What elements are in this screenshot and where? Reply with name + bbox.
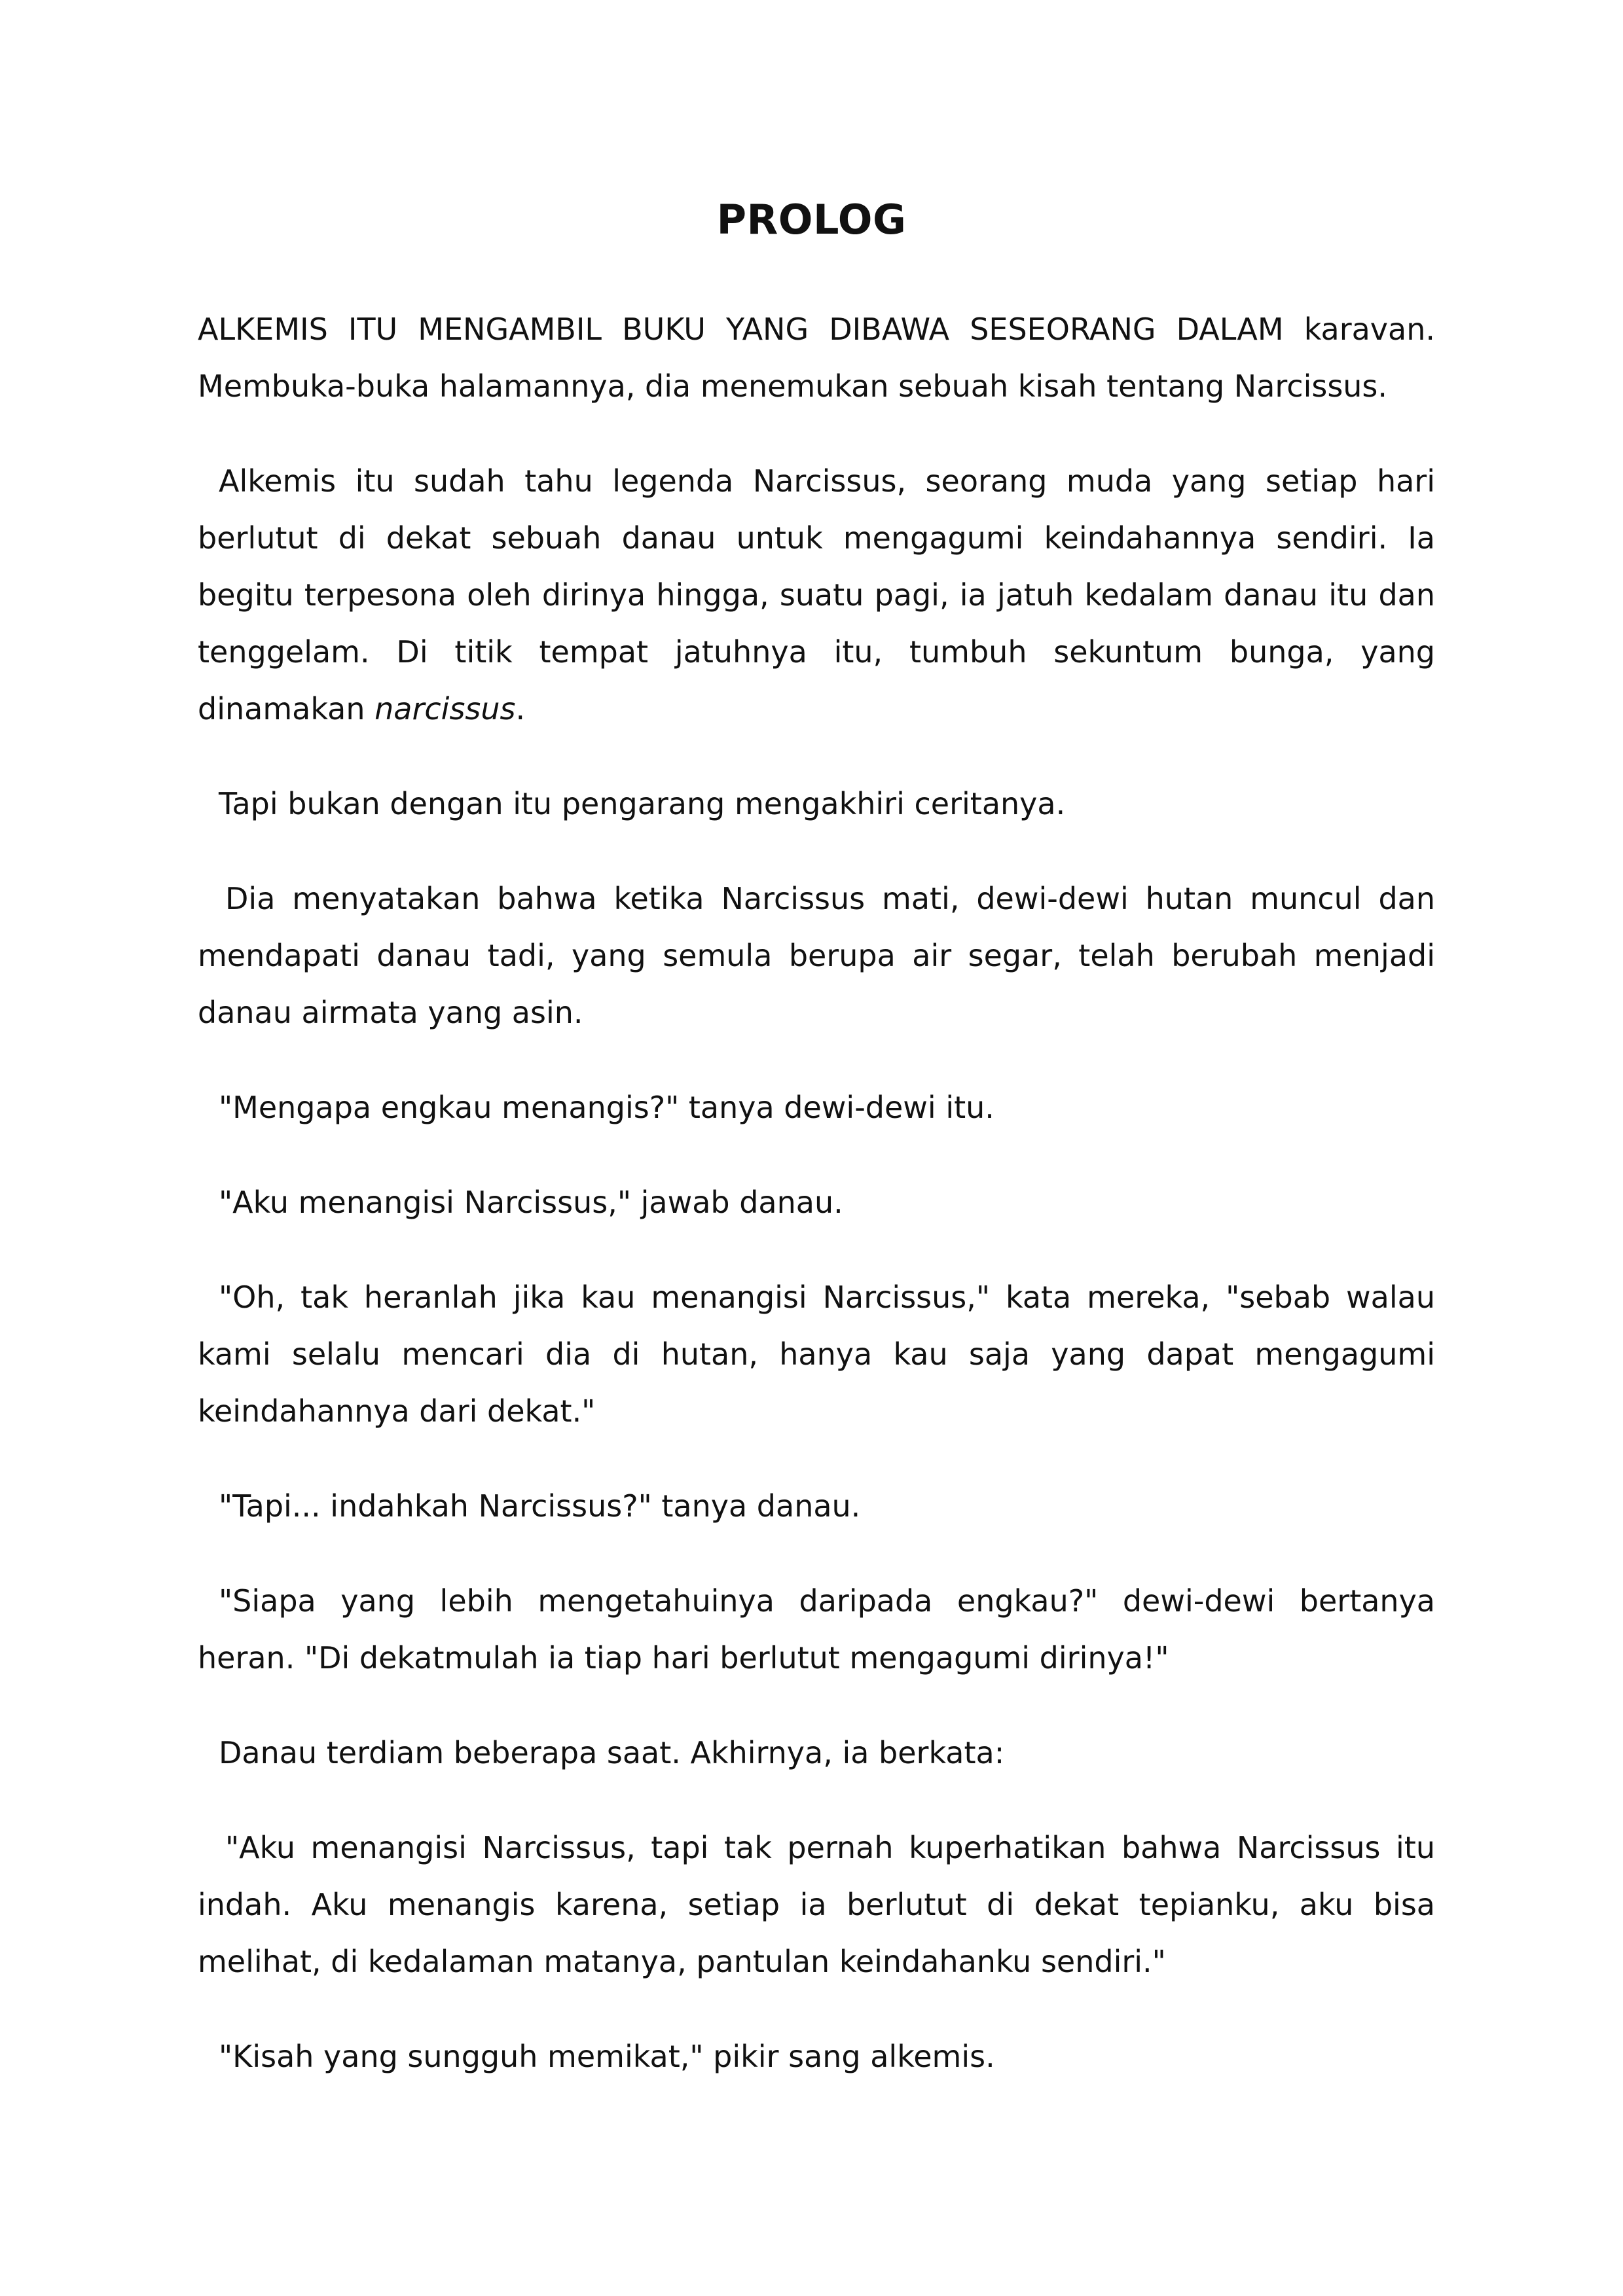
paragraph-2-end: . [515, 691, 526, 726]
paragraph-2 [198, 453, 1435, 738]
paragraph-7: "Oh, tak heranlah jika kau menangisi Narcissus," kata mereka, "sebab walau kami selalu mencari dia di hutan, hanya kau saja yang dapat mengagumi keindahannya dari dekat." [198, 1280, 1435, 1429]
paragraph-8: "Tapi... indahkah Narcissus?" tanya danau. [219, 1488, 861, 1524]
paragraph-9: "Siapa yang lebih mengetahuinya daripada engkau?" dewi-dewi bertanya heran. "Di dekatmulah ia tiap hari berlutut mengagumi dirinya!" [198, 1583, 1435, 1676]
page-title: PROLOG [716, 196, 907, 243]
paragraph-4: Dia menyatakan bahwa ketika Narcissus mati, dewi-dewi hutan muncul dan mendapati danau tadi, yang semula berupa air segar, telah berubah menjadi danau airmata yang asin. [198, 881, 1435, 1030]
paragraph-2-text: Alkemis itu sudah tahu legenda Narcissus, seorang muda yang setiap hari berlutut di dekat sebuah danau untuk mengagumi keindahannya sendiri. Ia begitu terpesona oleh dirinya hingga, suatu pagi, ia jatuh kedalam danau itu dan tenggelam. Di titik tempat jatuhnya itu, tumbuh sekuntum bunga, yang dinamakan [198, 463, 1435, 726]
paragraph-5: "Mengapa engkau menangis?" tanya dewi-dewi itu. [219, 1090, 994, 1125]
paragraph-3: Tapi bukan dengan itu pengarang mengakhiri ceritanya. [219, 786, 1066, 821]
paragraph-11: "Aku menangisi Narcissus, tapi tak pernah kuperhatikan bahwa Narcissus itu indah. Aku menangis karena, setiap ia berlutut di dekat tepianku, aku bisa melihat, di kedalaman matanya, pantulan keindahanku sendiri." [198, 1830, 1435, 1979]
document-body [198, 301, 1435, 2123]
paragraph-1: ALKEMIS ITU MENGAMBIL BUKU YANG DIBAWA SESEORANG DALAM karavan. Membuka-buka halamannya, dia menemukan sebuah kisah tentang Narcissus. [198, 312, 1435, 404]
paragraph-6: "Aku menangisi Narcissus," jawab danau. [219, 1185, 843, 1220]
paragraph-12: "Kisah yang sungguh memikat," pikir sang alkemis. [219, 2039, 995, 2074]
paragraph-10: Danau terdiam beberapa saat. Akhirnya, ia berkata: [219, 1735, 1005, 1770]
paragraph-2-emphasis: narcissus [374, 691, 516, 726]
